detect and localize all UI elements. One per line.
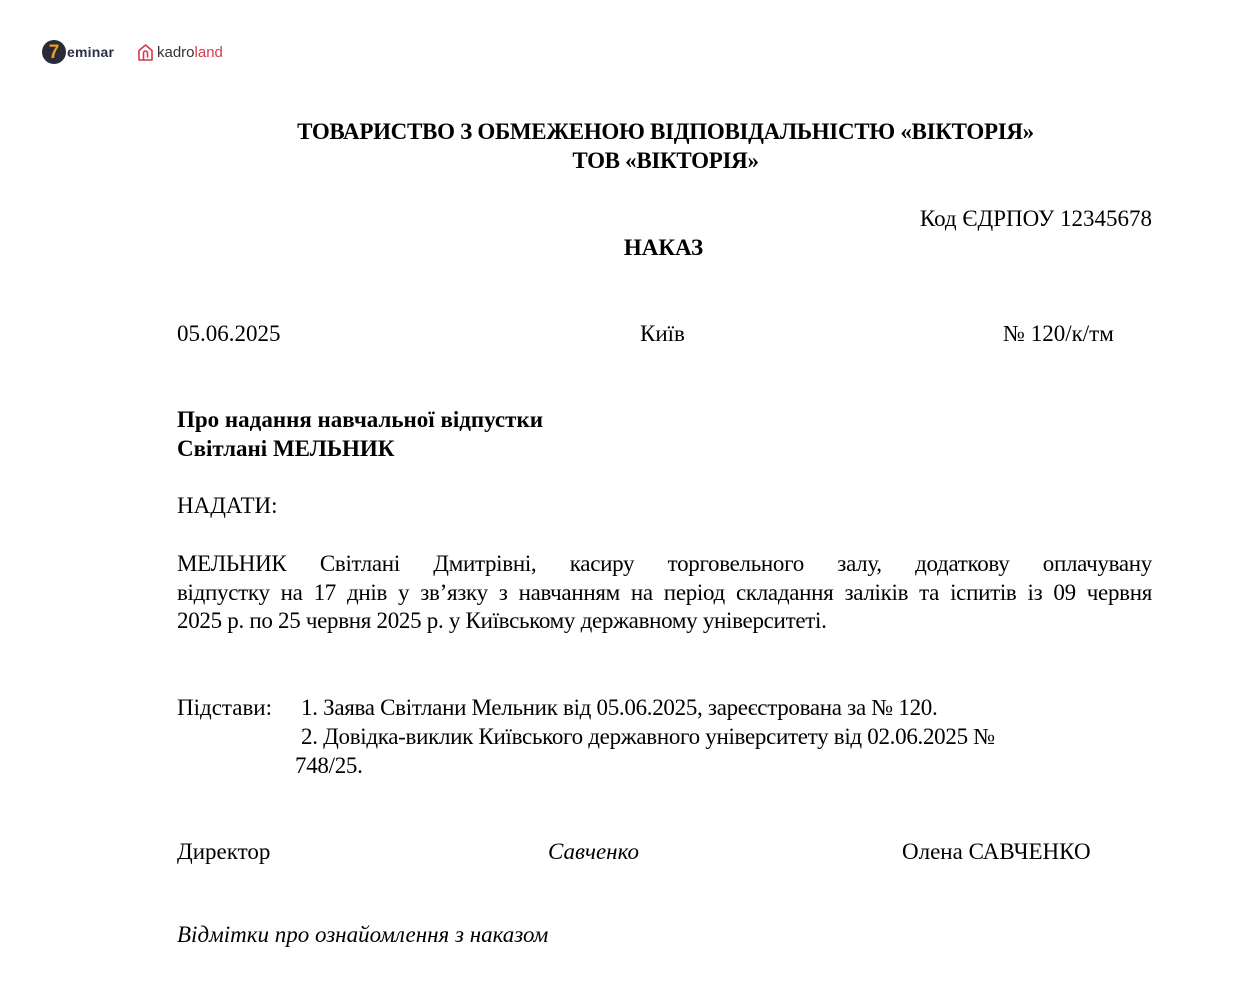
basis-label: Підстави: [177, 695, 273, 720]
seminar-logo [42, 40, 114, 64]
body-line: МЕЛЬНИК Світлані Дмитрівні, касиру торговельного залу, додаткову оплачувану [177, 551, 1152, 576]
order-number: № 120/к/тм [1003, 321, 1114, 346]
company-full-name: ТОВАРИСТВО З ОБМЕЖЕНОЮ ВІДПОВІДАЛЬНІСТЮ «ВІКТОРІЯ» [297, 119, 1034, 144]
seven-badge-icon: 7 [42, 40, 66, 64]
company-short-name: ТОВ «ВІКТОРІЯ» [572, 148, 759, 173]
subject-line-2: Світлані МЕЛЬНИК [177, 436, 395, 461]
kadroland-logo [137, 43, 223, 62]
acknowledgement-note: Відмітки про ознайомлення з наказом [177, 922, 549, 947]
order-date: 05.06.2025 [177, 321, 281, 346]
basis-item-2: 2. Довідка-виклик Київського державного університету від 02.06.2025 № [301, 724, 995, 749]
body-line: 2025 р. по 25 червня 2025 р. у Київському державному університеті. [177, 608, 827, 633]
basis-item-2-continuation: 748/25. [295, 753, 363, 778]
kadroland-text-land: land [194, 44, 223, 61]
edrpou-code: Код ЄДРПОУ 12345678 [919, 206, 1152, 231]
signatory-position: Директор [177, 839, 271, 864]
kadroland-text-kadro: kadro [157, 44, 195, 61]
directive-label: НАДАТИ: [177, 493, 278, 518]
basis-item-1: 1. Заява Світлани Мельник від 05.06.2025, зареєстрована за № 120. [301, 695, 938, 720]
house-icon [137, 43, 154, 62]
body-line: відпустку на 17 днів у зв’язку з навчанням на період складання заліків та іспитів із 09 червня [177, 579, 1152, 605]
signatory-name: Олена САВЧЕНКО [902, 839, 1091, 864]
signature: Савченко [548, 839, 639, 864]
order-body-paragraph [177, 550, 1152, 636]
order-city: Київ [640, 321, 685, 346]
seminar-logo-text: eminar [67, 44, 115, 60]
subject-line-1: Про надання навчальної відпустки [177, 407, 543, 432]
document-type-title: НАКАЗ [623, 235, 704, 260]
